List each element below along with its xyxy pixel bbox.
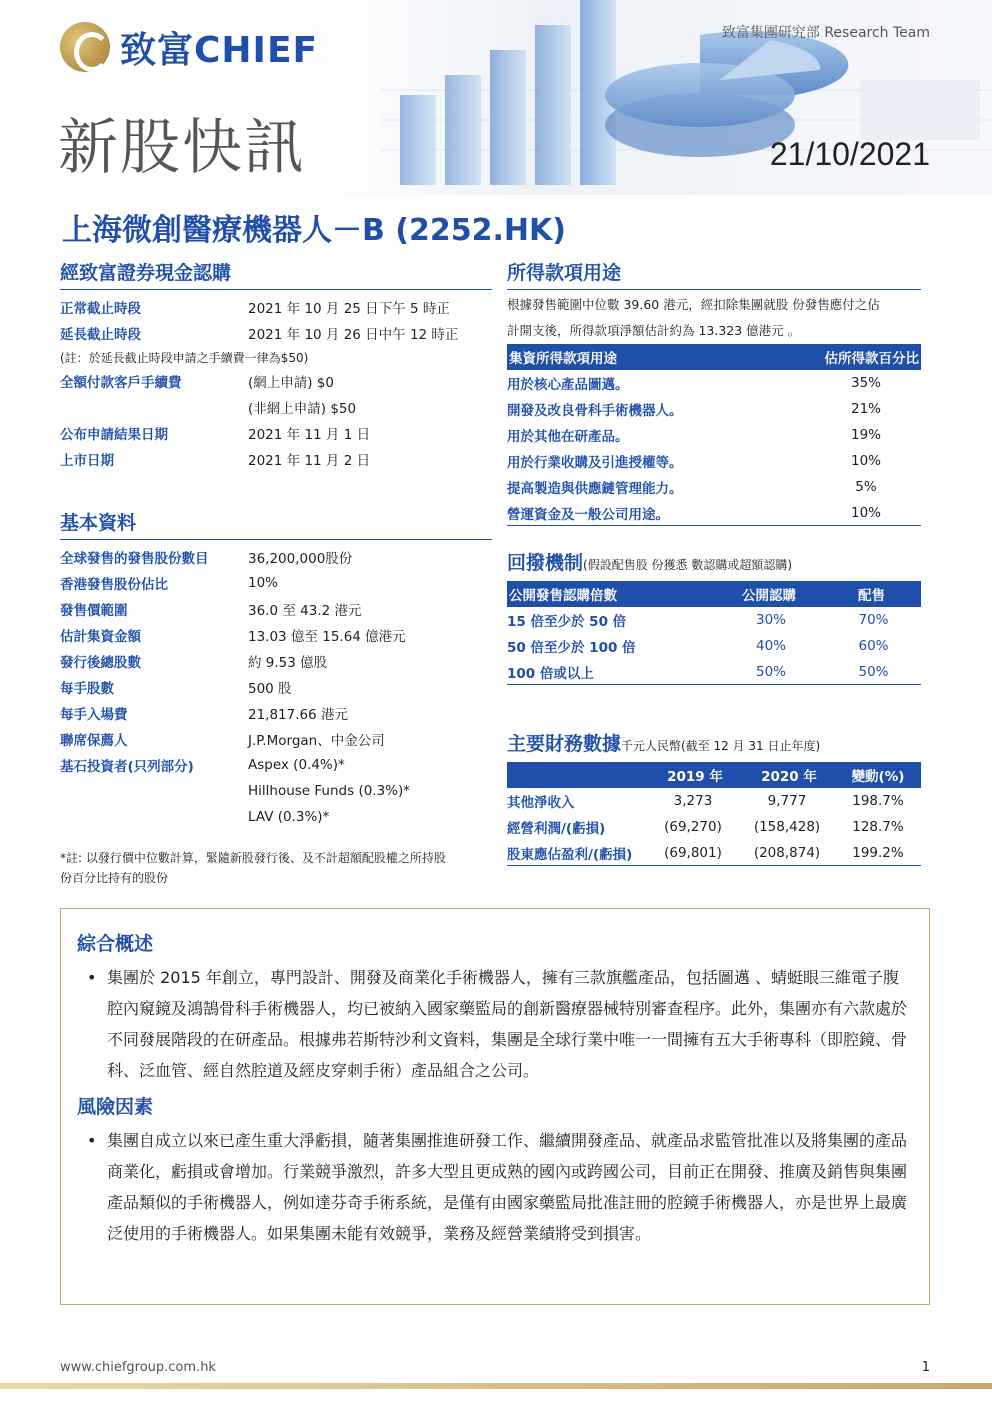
financial-table-header <box>507 762 921 788</box>
use-cell: 用於其他在研產品。 <box>507 429 629 445</box>
right-column <box>507 258 921 866</box>
footnote-line: 份百分比持有的股份 <box>60 871 169 885</box>
row-key: 基石投資者(只列部分) <box>60 759 194 775</box>
metric-cell: 其他淨收入 <box>507 795 575 811</box>
subscription-note: (註：於延長截止時段申請之手續費一律為$50) <box>60 350 309 365</box>
row-value: 13.03 億至 15.64 億港元 <box>248 629 406 645</box>
basic-footnote <box>60 848 492 888</box>
value-cell: (208,874) <box>753 844 821 861</box>
basic-row <box>60 700 492 726</box>
pct-cell: 10% <box>850 453 881 469</box>
table-row <box>507 422 921 448</box>
header-cell: 2019 年 <box>667 769 723 785</box>
cornerstone-row <box>60 804 492 830</box>
value-cell: (69,801) <box>664 844 722 861</box>
table-row <box>507 396 921 422</box>
financial-section-title: 主要財務數據 <box>507 733 622 755</box>
use-cell: 營運資金及一般公司用途。 <box>507 506 669 523</box>
intro-line: 計開支後，所得款項淨額估計約為 13.323 億港元 。 <box>507 323 801 338</box>
public-cell: 30% <box>755 612 786 628</box>
overview-title: 綜合概述 <box>77 933 154 955</box>
subscription-fee-row <box>60 394 492 420</box>
header-cell: 配售 <box>858 588 885 604</box>
risk-text: 集團自成立以來已產生重大淨虧損，隨著集團推進研發工作、繼續開發產品、就產品求監管批准以及將集團的產品商業化，虧損或會增加。行業競爭激烈，許多大型且更成熟的國內或跨國公司，目前正在開發、推廣及銷售與集團產品類似的手術機器人，例如達芬奇手術系統，是僅有由國家藥監局批准註冊的腔鏡手術機器人，亦是世界上最廣泛使用的手術機器人。如果集團未能有效競爭，業務及經營業績將受到損害。 <box>107 1131 908 1243</box>
cornerstone-investor: LAV (0.3%)* <box>248 809 330 825</box>
use-cell: 提高製造與供應鏈管理能力。 <box>507 481 683 497</box>
row-value: 21,817.66 港元 <box>248 707 348 723</box>
row-key: 全額付款客戶手續費 <box>60 375 182 391</box>
financial-subtitle: 千元人民幣(截至 12 月 31 日止年度) <box>621 739 821 753</box>
bullet-icon: • <box>87 1131 97 1150</box>
risk-title: 風險因素 <box>77 1096 154 1118</box>
change-cell: 198.7% <box>852 793 904 809</box>
table-row <box>507 500 921 526</box>
row-value: 2021 年 10 月 26 日中午 12 時正 <box>248 327 459 343</box>
multiple-cell: 50 倍至少於 100 倍 <box>507 640 636 656</box>
change-cell: 128.7% <box>852 819 904 835</box>
multiple-cell: 15 倍至少於 50 倍 <box>507 614 627 630</box>
clawback-section-title: 回撥機制 <box>507 552 584 574</box>
table-row <box>507 788 921 814</box>
pct-cell: 5% <box>855 479 877 495</box>
value-cell: (69,270) <box>664 819 722 835</box>
clawback-table-header <box>507 581 921 607</box>
basic-row <box>60 544 492 570</box>
subscription-row <box>60 320 492 346</box>
overview-bullet <box>77 962 913 1086</box>
metric-cell: 經營利潤/(虧損) <box>507 821 606 837</box>
fee-online: (網上申請) $0 <box>248 375 335 391</box>
metric-cell: 股東應佔盈利/(虧損) <box>507 846 633 863</box>
table-row <box>507 814 921 840</box>
pct-cell: 21% <box>850 401 881 417</box>
row-key: 全球發售的發售股份數目 <box>60 551 209 567</box>
cornerstone-investor: Aspex (0.4%)* <box>248 757 345 773</box>
cornerstone-row <box>60 778 492 804</box>
row-key: 發售價範圍 <box>60 603 128 619</box>
row-value: 2021 年 11 月 2 日 <box>248 453 371 469</box>
pct-cell: 19% <box>850 427 881 443</box>
row-value: 2021 年 11 月 1 日 <box>248 427 371 443</box>
table-row <box>507 474 921 500</box>
placing-cell: 70% <box>858 612 889 628</box>
page-number: 1 <box>921 1360 930 1375</box>
pct-cell: 35% <box>850 375 881 391</box>
value-cell: (158,428) <box>753 819 821 835</box>
basic-row <box>60 648 492 674</box>
header-cell: 變動(%) <box>851 769 905 785</box>
use-cell: 開發及改良骨科手術機器人。 <box>507 403 683 419</box>
chief-logo <box>60 22 318 72</box>
subscription-row <box>60 446 492 472</box>
fee-offline: (非網上申請) $50 <box>248 401 357 417</box>
public-cell: 40% <box>755 638 786 654</box>
bullet-icon: • <box>87 968 97 987</box>
basic-row <box>60 596 492 622</box>
row-value: J.P.Morgan、中金公司 <box>248 733 385 749</box>
proceeds-intro <box>507 292 921 344</box>
report-date: 21/10/2021 <box>769 136 930 172</box>
row-value: 36,200,000股份 <box>248 551 353 567</box>
value-cell: 3,273 <box>673 793 713 809</box>
change-cell: 199.2% <box>852 844 904 861</box>
financial-title-row <box>507 729 921 756</box>
row-value: 10% <box>248 575 279 591</box>
company-title: 上海微創醫療機器人－B (2252.HK) <box>62 213 566 248</box>
table-row <box>507 659 921 685</box>
multiple-cell: 100 倍或以上 <box>507 665 594 682</box>
header-pct: 估所得款百分比 <box>824 351 919 367</box>
left-column <box>60 258 492 888</box>
table-row <box>507 370 921 396</box>
header-cell: 公開認購 <box>742 588 796 604</box>
footer-divider <box>0 1383 992 1389</box>
table-row <box>507 607 921 633</box>
intro-line: 根據發售範圍中位數 39.60 港元，經扣除集團就股 份發售應付之佔 <box>507 297 880 312</box>
row-key: 發行後總股數 <box>60 655 141 671</box>
header-use: 集資所得款項用途 <box>509 351 617 367</box>
basic-row <box>60 726 492 752</box>
row-key: 延長截止時段 <box>60 327 141 343</box>
row-key: 上市日期 <box>60 453 114 469</box>
proceeds-section-title: 所得款項用途 <box>507 258 921 290</box>
subscription-row <box>60 294 492 320</box>
logo-text: 致富CHIEF <box>120 29 319 71</box>
placing-cell: 60% <box>858 638 889 654</box>
placing-cell: 50% <box>858 663 889 680</box>
row-key: 估計集資金額 <box>60 629 141 645</box>
subscription-section-title: 經致富證券現金認購 <box>60 258 492 290</box>
row-key: 聯席保薦人 <box>60 733 128 749</box>
row-key: 每手入場費 <box>60 707 128 723</box>
summary-box <box>60 908 930 1305</box>
row-key: 公布申請結果日期 <box>60 427 168 443</box>
overview-text: 集團於 2015 年創立，專門設計、開發及商業化手術機器人，擁有三款旗艦產品，包括圖邁 、蜻蜓眼三維電子腹腔內窺鏡及鴻鵠骨科手術機器人，均已被納入國家藥監局的創新醫療器械特別審查程序。此外，集團亦有六款處於不同發展階段的在研產品。根據弗若斯特沙利文資料，集團是全球行業中唯一一間擁有五大手術專科（即腔鏡、骨科、泛血管、經自然腔道及經皮穿刺手術）產品組合之公司。 <box>107 968 908 1080</box>
row-value: 500 股 <box>248 681 292 697</box>
subscription-row <box>60 420 492 446</box>
pct-cell: 10% <box>850 504 881 521</box>
public-cell: 50% <box>755 663 786 680</box>
row-key: 香港發售股份佔比 <box>60 577 168 593</box>
research-team-label: 致富集團研究部 Research Team <box>721 25 930 41</box>
row-value: 2021 年 10 月 25 日下午 5 時正 <box>248 301 450 317</box>
basic-row <box>60 622 492 648</box>
table-row <box>507 448 921 474</box>
basic-row <box>60 570 492 596</box>
risk-bullet <box>77 1125 913 1249</box>
proceeds-table-header <box>507 344 921 370</box>
report-title: 新股快訊 <box>58 113 306 183</box>
basic-info-section-title: 基本資料 <box>60 508 492 540</box>
row-value: 約 9.53 億股 <box>248 655 328 671</box>
header-cell: 2020 年 <box>761 769 817 785</box>
table-row <box>507 633 921 659</box>
header-cell: 公開發售認購倍數 <box>509 588 617 604</box>
use-cell: 用於行業收購及引進授權等。 <box>507 455 683 471</box>
chief-logo-mark-icon <box>60 22 110 72</box>
row-key: 正常截止時段 <box>60 301 141 317</box>
clawback-subtitle: (假設配售股 份獲悉 數認購或超額認購) <box>583 558 793 572</box>
subscription-fee-row <box>60 368 492 394</box>
use-cell: 用於核心產品圖邁。 <box>507 377 629 393</box>
row-value: 36.0 至 43.2 港元 <box>248 603 362 619</box>
footnote-line: *註: 以發行價中位數計算，緊隨新股發行後、及不計超額配股權之所持股 <box>60 851 446 865</box>
clawback-title-row <box>507 548 921 575</box>
row-key: 每手股數 <box>60 681 114 697</box>
table-row <box>507 840 921 866</box>
footer-website-link[interactable]: www.chiefgroup.com.hk <box>60 1360 216 1375</box>
basic-row <box>60 674 492 700</box>
cornerstone-investor: Hillhouse Funds (0.3%)* <box>248 783 411 799</box>
value-cell: 9,777 <box>767 793 807 809</box>
cornerstone-row <box>60 752 492 778</box>
